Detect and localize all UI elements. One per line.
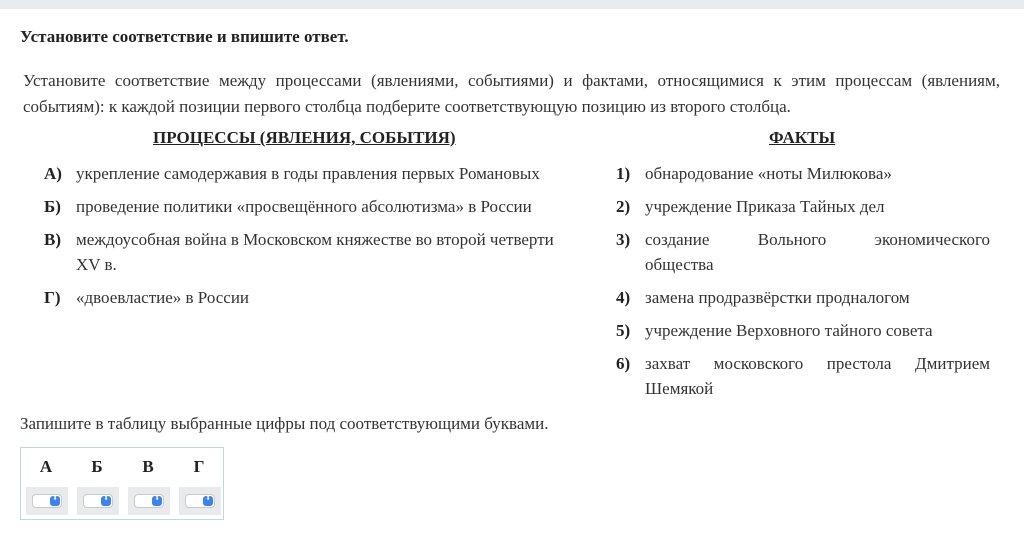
fact-label: 6): [616, 354, 631, 373]
answer-select-g[interactable]: [185, 494, 215, 508]
fact-item-3: [616, 227, 990, 277]
task-intro: Установите соответствие между процессами (явлениями, событиями) и фактами, относящимися к этим процессам (явлениям, событиям): к каждой позиции первого столбца подберите соответствующую позицию из второго столбца.: [23, 71, 1000, 116]
fact-text: учреждение Приказа Тайных дел: [645, 197, 885, 216]
select-arrows-icon: ⬍: [152, 496, 162, 506]
fact-text-line2: Шемякой: [645, 379, 714, 398]
answer-header-g: Г: [193, 457, 205, 476]
fact-text: [645, 227, 990, 277]
process-text-line1: междоусобная война в Московском княжестве во второй четверти: [76, 230, 554, 249]
facts-column-header: ФАКТЫ: [769, 128, 836, 147]
answer-cell-a: [26, 487, 68, 515]
answer-select-v[interactable]: [134, 494, 164, 508]
fact-text-line1: захват московского престола Дмитрием: [645, 354, 990, 373]
fact-label: 3): [616, 230, 631, 249]
answer-select-a[interactable]: [32, 494, 62, 508]
answer-header-v: В: [142, 457, 154, 476]
answer-table: [20, 447, 224, 520]
top-strip: [0, 0, 1024, 9]
fact-item-2: [616, 194, 990, 219]
fact-text-line1: создание Вольного экономического: [645, 230, 990, 249]
fact-text: [645, 351, 990, 401]
fact-text-line2: общества: [645, 255, 714, 274]
process-text: проведение политики «просвещённого абсолютизма» в России: [76, 197, 532, 216]
process-label: В): [44, 230, 61, 249]
fact-label: 5): [616, 321, 631, 340]
fact-label: 1): [616, 164, 631, 183]
fact-item-5: [616, 318, 990, 343]
process-item-a: [44, 161, 589, 186]
process-text-line2: XV в.: [76, 255, 117, 274]
fact-item-1: [616, 161, 990, 186]
fact-text: замена продразвёрстки продналогом: [645, 288, 910, 307]
task-header: Установите соответствие и впишите ответ.: [20, 27, 349, 46]
process-item-v: [44, 227, 589, 277]
select-arrows-icon: ⬍: [203, 496, 213, 506]
answer-header-a: А: [39, 457, 53, 476]
fact-item-6: [616, 351, 990, 401]
answer-cell-g: [179, 487, 221, 515]
process-item-g: [44, 285, 589, 310]
process-label: Г): [44, 288, 61, 307]
fact-text: обнародование «ноты Милюкова»: [645, 164, 892, 183]
process-label: Б): [44, 197, 61, 216]
select-arrows-icon: ⬍: [101, 496, 111, 506]
answer-header-b: Б: [91, 457, 103, 476]
fact-text: учреждение Верховного тайного совета: [645, 321, 933, 340]
answer-cell-v: [128, 487, 170, 515]
process-text: «двоевластие» в России: [76, 288, 250, 307]
process-label: А): [44, 164, 62, 183]
answer-select-b[interactable]: [83, 494, 113, 508]
answer-instruction: Запишите в таблицу выбранные цифры под соответствующими буквами.: [20, 414, 549, 433]
process-text: укрепление самодержавия в годы правления первых Романовых: [76, 164, 540, 183]
fact-label: 2): [616, 197, 631, 216]
process-item-b: [44, 194, 589, 219]
fact-label: 4): [616, 288, 631, 307]
answer-cell-b: [77, 487, 119, 515]
select-arrows-icon: ⬍: [50, 496, 60, 506]
fact-item-4: [616, 285, 990, 310]
process-text: [76, 227, 589, 277]
processes-column-header: ПРОЦЕССЫ (ЯВЛЕНИЯ, СОБЫТИЯ): [153, 128, 456, 147]
